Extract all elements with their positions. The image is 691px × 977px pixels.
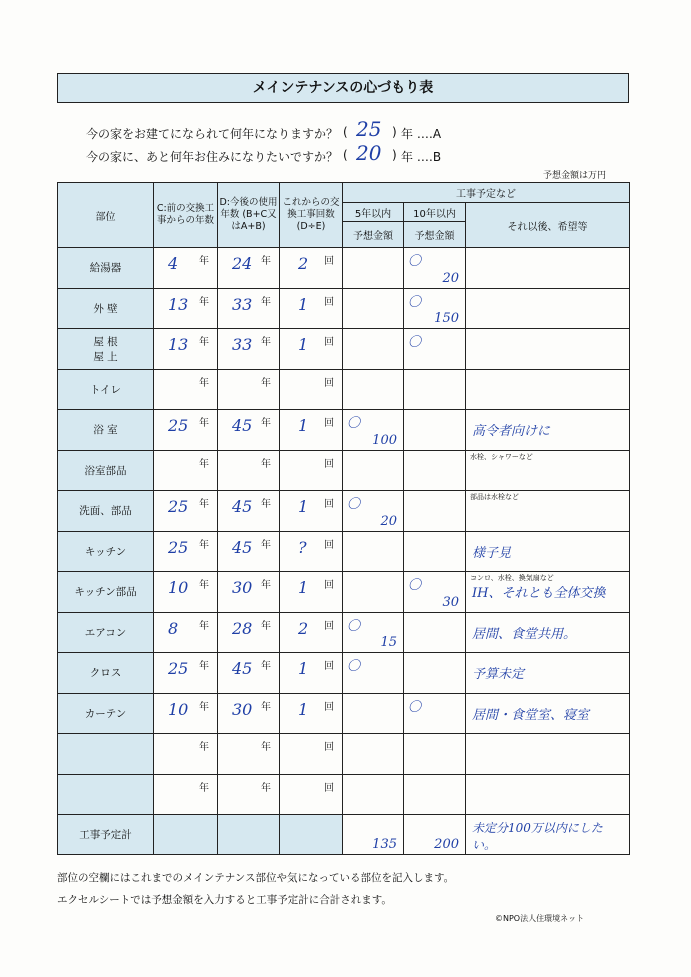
d-value: 45	[232, 497, 253, 516]
later-cell[interactable]	[466, 288, 630, 329]
total-blank	[154, 815, 218, 855]
kai-unit: 回	[324, 296, 334, 308]
table-row	[58, 612, 630, 653]
header-est-10y: 予想金額	[404, 222, 466, 248]
nen-unit: 年	[199, 256, 209, 267]
y10-cell[interactable]	[404, 693, 466, 734]
e-value: 1	[298, 497, 309, 516]
y5-cell[interactable]	[343, 491, 404, 532]
table-row	[58, 774, 630, 815]
c-cell[interactable]	[154, 774, 218, 815]
later-cell[interactable]	[466, 248, 630, 289]
y5-amount: 20	[380, 513, 397, 529]
later-memo: 様子見	[472, 545, 512, 561]
footer-note-2: エクセルシートでは予想金額を入力すると工事予定計に合計されます。	[57, 894, 392, 906]
kai-unit: 回	[324, 539, 334, 551]
c-cell[interactable]	[154, 572, 218, 613]
header-d: D:今後の使用年数 (B+C又はA+B)	[218, 183, 280, 248]
nen-unit: 年	[199, 418, 209, 429]
y5-cell[interactable]	[343, 693, 404, 734]
nen-unit: 年	[261, 701, 271, 713]
e-cell[interactable]	[280, 653, 343, 694]
c-cell[interactable]	[154, 450, 218, 491]
d-value: 30	[232, 578, 253, 597]
d-cell[interactable]	[218, 693, 280, 734]
paren-close: )	[392, 148, 397, 162]
nen-unit: 年	[261, 539, 271, 551]
kai-unit: 回	[324, 580, 334, 591]
e-cell[interactable]	[280, 491, 343, 532]
e-value: 1	[298, 416, 309, 435]
table-row	[58, 572, 630, 613]
kai-unit: 回	[324, 742, 334, 753]
e-cell[interactable]	[280, 612, 343, 653]
total-memo-value: 未定分100万以内にしたい。	[472, 821, 603, 852]
later-cell[interactable]	[466, 653, 630, 694]
unit-note: 予想金額は万円	[543, 171, 607, 181]
d-cell[interactable]	[218, 734, 280, 775]
nen-unit: 年	[199, 539, 209, 551]
c-cell[interactable]	[154, 734, 218, 775]
y10-mark: 〇	[408, 699, 422, 715]
kai-unit: 回	[324, 256, 334, 267]
copyright: ©NPO法人住環境ネット	[495, 914, 585, 923]
c-cell[interactable]	[154, 288, 218, 329]
y5-cell[interactable]	[343, 450, 404, 491]
y5-mark: 〇	[347, 659, 361, 674]
part-label[interactable]: キッチン部品	[58, 572, 154, 613]
c-cell[interactable]	[154, 329, 218, 370]
c-value: 10	[168, 578, 189, 597]
part-label[interactable]: クロス	[58, 653, 154, 694]
c-cell[interactable]	[154, 531, 218, 572]
c-cell[interactable]	[154, 491, 218, 532]
y10-mark: 〇	[408, 335, 422, 350]
y10-mark: 〇	[408, 294, 422, 310]
later-memo: 予算未定	[472, 667, 525, 682]
header-plan: 工事予定など	[343, 183, 630, 203]
answer-b[interactable]: 20	[356, 141, 382, 165]
table-row	[58, 491, 630, 532]
part-label[interactable]: 浴 室	[58, 410, 154, 451]
y5-cell[interactable]	[343, 653, 404, 694]
part-label[interactable]: キッチン	[58, 531, 154, 572]
y5-mark: 〇	[347, 416, 361, 431]
y10-cell[interactable]	[404, 491, 466, 532]
d-cell[interactable]	[218, 531, 280, 572]
d-value: 45	[232, 416, 253, 435]
y10-cell[interactable]	[404, 734, 466, 775]
c-value: 25	[168, 659, 189, 678]
e-value: 2	[298, 618, 309, 638]
table-row	[58, 329, 630, 370]
part-label[interactable]: 浴室部品	[58, 450, 154, 491]
nen-unit: 年	[199, 620, 209, 632]
y10-mark: 〇	[408, 578, 422, 593]
part-label[interactable]: 洗面、部品	[58, 491, 154, 532]
d-cell[interactable]	[218, 410, 280, 451]
answer-b-suffix: 年 ‥‥B	[401, 150, 442, 164]
question-a	[86, 125, 338, 142]
d-value: 30	[232, 699, 253, 719]
y10-cell[interactable]	[404, 572, 466, 613]
c-cell[interactable]	[154, 248, 218, 289]
nen-unit: 年	[261, 377, 271, 389]
kai-unit: 回	[324, 458, 334, 470]
kai-unit: 回	[324, 377, 334, 389]
total-memo[interactable]	[466, 815, 630, 855]
header-10y: 10年以内	[404, 203, 466, 222]
y5-cell[interactable]	[343, 410, 404, 451]
y5-amount: 15	[380, 635, 397, 650]
kai-unit: 回	[324, 701, 334, 713]
total-10y-value: 200	[434, 837, 459, 852]
table-row	[58, 734, 630, 775]
later-note: 水栓、シャワーなど	[470, 452, 533, 461]
header-c: C:前の交換工事からの年数	[154, 183, 218, 248]
c-cell[interactable]	[154, 693, 218, 734]
e-value: 2	[298, 254, 309, 273]
later-memo: 高令者向けに	[472, 424, 551, 439]
table-row	[58, 693, 630, 734]
part-label[interactable]: トイレ	[58, 369, 154, 410]
total-blank	[218, 815, 280, 855]
kai-unit: 回	[324, 499, 334, 510]
y10-cell[interactable]	[404, 612, 466, 653]
total-label: 工事予定計	[58, 815, 154, 855]
later-memo: IH、それとも全体交換	[472, 586, 606, 601]
d-cell[interactable]	[218, 572, 280, 613]
d-value: 33	[232, 335, 253, 354]
e-cell[interactable]	[280, 450, 343, 491]
e-value: ?	[298, 537, 307, 557]
e-cell[interactable]	[280, 329, 343, 370]
d-cell[interactable]	[218, 329, 280, 370]
c-value: 25	[168, 416, 189, 435]
y5-cell[interactable]	[343, 329, 404, 370]
c-cell[interactable]	[154, 369, 218, 410]
e-value: 1	[298, 699, 309, 719]
y5-cell[interactable]	[343, 774, 404, 815]
d-cell[interactable]	[218, 653, 280, 694]
nen-unit: 年	[199, 742, 209, 753]
y5-cell[interactable]	[343, 288, 404, 329]
nen-unit: 年	[261, 499, 271, 510]
e-cell[interactable]	[280, 369, 343, 410]
y5-cell[interactable]	[343, 531, 404, 572]
later-cell[interactable]	[466, 531, 630, 572]
y5-mark: 〇	[347, 497, 361, 512]
e-value: 1	[298, 578, 309, 597]
c-cell[interactable]	[154, 410, 218, 451]
kai-unit: 回	[324, 782, 334, 794]
y5-cell[interactable]	[343, 369, 404, 410]
c-value: 4	[168, 254, 179, 273]
table-row	[58, 248, 630, 289]
later-cell[interactable]	[466, 774, 630, 815]
y10-cell[interactable]	[404, 329, 466, 370]
e-cell[interactable]	[280, 410, 343, 451]
page-title: メインテナンスの心づもり表	[57, 73, 629, 103]
e-cell[interactable]	[280, 693, 343, 734]
kai-unit: 回	[324, 661, 334, 672]
d-value: 28	[232, 618, 253, 638]
d-cell[interactable]	[218, 369, 280, 410]
y10-cell[interactable]	[404, 288, 466, 329]
later-cell[interactable]	[466, 410, 630, 451]
e-value: 1	[298, 294, 309, 314]
part-label[interactable]	[58, 774, 154, 815]
y10-cell[interactable]	[404, 531, 466, 572]
nen-unit: 年	[261, 418, 271, 429]
nen-unit: 年	[261, 337, 271, 348]
y10-mark: 〇	[408, 254, 422, 269]
later-note: コンロ、水栓、換気扇など	[470, 574, 554, 582]
nen-unit: 年	[261, 782, 271, 794]
nen-unit: 年	[199, 701, 209, 713]
question-b-text: 今の家に、あと何年お住みになりたいですか？	[86, 150, 339, 164]
y10-cell[interactable]	[404, 410, 466, 451]
d-cell[interactable]	[218, 612, 280, 653]
e-cell[interactable]	[280, 248, 343, 289]
nen-unit: 年	[261, 661, 271, 672]
total-5y-value: 135	[372, 837, 397, 852]
nen-unit: 年	[261, 742, 271, 753]
later-cell[interactable]	[466, 369, 630, 410]
nen-unit: 年	[261, 256, 271, 267]
header-part: 部位	[58, 183, 154, 248]
c-value: 13	[168, 335, 189, 354]
table-row	[58, 410, 630, 451]
d-cell[interactable]	[218, 248, 280, 289]
later-cell[interactable]	[466, 693, 630, 734]
part-label[interactable]: 外 壁	[58, 288, 154, 329]
answer-a-suffix: 年 ‥‥A	[401, 127, 442, 141]
nen-unit: 年	[199, 661, 209, 672]
part-label[interactable]: 給湯器	[58, 248, 154, 289]
nen-unit: 年	[199, 296, 209, 308]
d-cell[interactable]	[218, 288, 280, 329]
later-cell[interactable]	[466, 450, 630, 491]
part-label[interactable]: カーテン	[58, 693, 154, 734]
c-value: 25	[168, 537, 189, 557]
y10-cell[interactable]	[404, 450, 466, 491]
later-note: 部品は水栓など	[470, 493, 519, 501]
y10-cell[interactable]	[404, 369, 466, 410]
d-value: 24	[232, 254, 253, 273]
y5-cell[interactable]	[343, 572, 404, 613]
y5-mark: 〇	[347, 618, 361, 634]
question-a-text: 今の家をお建てになられて何年になりますか？	[86, 127, 339, 141]
later-cell[interactable]	[466, 329, 630, 370]
paren-close: )	[392, 125, 397, 139]
table-row	[58, 531, 630, 572]
nen-unit: 年	[199, 499, 209, 510]
nen-unit: 年	[199, 337, 209, 348]
table-row	[58, 653, 630, 694]
later-cell[interactable]	[466, 572, 630, 613]
header-5y: 5年以内	[343, 203, 404, 222]
nen-unit: 年	[261, 296, 271, 308]
nen-unit: 年	[261, 580, 271, 591]
nen-unit: 年	[199, 782, 209, 794]
header-later: それ以後、希望等	[466, 203, 630, 248]
e-value: 1	[298, 659, 309, 678]
paren-open: (	[343, 148, 348, 162]
e-cell[interactable]	[280, 531, 343, 572]
c-value: 25	[168, 497, 189, 516]
e-cell[interactable]	[280, 774, 343, 815]
y5-cell[interactable]	[343, 612, 404, 653]
kai-unit: 回	[324, 620, 334, 632]
total-blank	[280, 815, 343, 855]
question-b	[86, 148, 338, 165]
d-cell[interactable]	[218, 450, 280, 491]
table-row	[58, 450, 630, 491]
y5-cell[interactable]	[343, 248, 404, 289]
total-10y[interactable]	[404, 815, 466, 855]
c-cell[interactable]	[154, 612, 218, 653]
nen-unit: 年	[261, 620, 271, 632]
kai-unit: 回	[324, 418, 334, 429]
c-value: 13	[168, 294, 189, 314]
maintenance-table	[57, 182, 630, 855]
nen-unit: 年	[199, 377, 209, 389]
y10-amount: 30	[442, 594, 459, 610]
part-label[interactable]: 屋 根 屋 上	[58, 329, 154, 370]
d-value: 45	[232, 659, 253, 678]
later-memo: 居間・食堂室、寝室	[472, 707, 590, 723]
kai-unit: 回	[324, 337, 334, 348]
header-est-5y: 予想金額	[343, 222, 404, 248]
d-value: 33	[232, 294, 253, 314]
nen-unit: 年	[261, 458, 271, 470]
nen-unit: 年	[199, 458, 209, 470]
footer-note-1: 部位の空欄にはこれまでのメインテナンス部位や気になっている部位を記入します。	[57, 872, 455, 884]
y10-amount: 20	[442, 270, 459, 286]
c-value: 8	[168, 618, 179, 638]
part-label[interactable]: エアコン	[58, 612, 154, 653]
y5-cell[interactable]	[343, 734, 404, 775]
later-cell[interactable]	[466, 491, 630, 532]
paren-open: (	[343, 125, 348, 139]
table-row	[58, 369, 630, 410]
d-cell[interactable]	[218, 774, 280, 815]
y10-cell[interactable]	[404, 774, 466, 815]
total-5y[interactable]	[343, 815, 404, 855]
d-cell[interactable]	[218, 491, 280, 532]
table-row	[58, 288, 630, 329]
y10-cell[interactable]	[404, 248, 466, 289]
c-value: 10	[168, 699, 189, 719]
y5-amount: 100	[372, 432, 397, 448]
later-cell[interactable]	[466, 734, 630, 775]
y10-cell[interactable]	[404, 653, 466, 694]
answer-a[interactable]: 25	[356, 117, 382, 141]
d-value: 45	[232, 537, 253, 557]
e-cell[interactable]	[280, 572, 343, 613]
later-memo: 居間、食堂共用。	[472, 626, 577, 642]
part-label[interactable]	[58, 734, 154, 775]
nen-unit: 年	[199, 580, 209, 591]
e-value: 1	[298, 335, 309, 354]
y10-amount: 150	[434, 311, 459, 326]
e-cell[interactable]	[280, 734, 343, 775]
later-cell[interactable]	[466, 612, 630, 653]
e-cell[interactable]	[280, 288, 343, 329]
header-e: これからの交換工事回数 (D÷E)	[280, 183, 343, 248]
c-cell[interactable]	[154, 653, 218, 694]
